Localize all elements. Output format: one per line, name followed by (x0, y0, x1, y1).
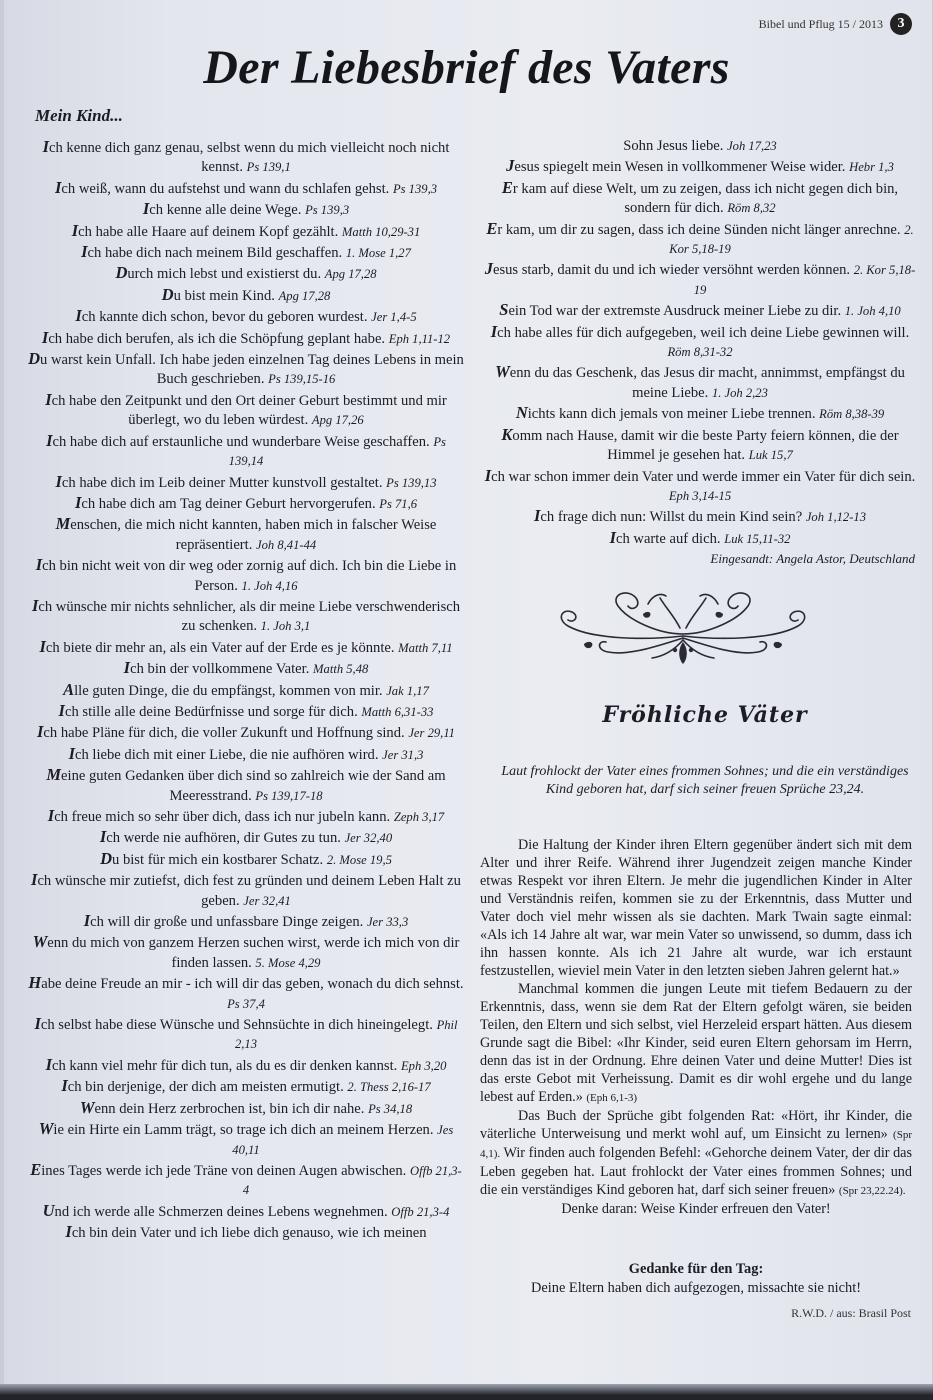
verse-initial: I (123, 658, 131, 678)
verse-line (28, 1055, 464, 1076)
bible-reference: Joh 8,41-44 (256, 537, 317, 552)
verse-line (28, 199, 464, 220)
verse-text: omm nach Hause, damit wir die beste Party feiern können, die der Himmel je gesehen hat. (512, 427, 899, 464)
verse-text: ch habe dich nach meinem Bild geschaffen. (87, 245, 343, 262)
bible-reference: 2. Kor 5,18-19 (669, 222, 914, 257)
verse-initial: J (484, 259, 493, 279)
verse-initial: S (499, 300, 509, 320)
verse-text: enschen, die mich nicht kannten, haben mich in falscher Weise repräsentiert. (70, 517, 437, 553)
verse-line (28, 1014, 464, 1055)
verse-text: ch habe den Zeitpunkt und den Ort deiner Geburt bestimmt und mir überlegt, wo du leben würdest. (51, 392, 447, 429)
bible-reference: Eph 3,20 (400, 1058, 447, 1073)
verse-initial: I (35, 555, 43, 575)
verse-line (480, 178, 920, 219)
thought-of-the-day (480, 1260, 912, 1298)
bible-reference: Ps 71,6 (379, 496, 418, 511)
verse-line (480, 219, 920, 260)
bible-reference: Jer 32,41 (243, 893, 291, 908)
page-header (759, 13, 912, 35)
verse-text: esus starb, damit du und ich wieder versöhnt werden können. (492, 262, 851, 279)
verse-text: ch frage dich nun: Willst du mein Kind sein? (540, 509, 803, 526)
verse-line (28, 658, 464, 679)
bible-reference: Luk 15,7 (748, 448, 793, 463)
verse-line (28, 1119, 464, 1160)
verse-text: ch bin nicht weit von dir weg oder zornig auf dich. Ich bin die Liebe in Person. (42, 558, 457, 594)
article-body (480, 836, 912, 1218)
verse-line (28, 242, 464, 263)
article-closing: Denke daran: Weise Kinder erfreuen den Vater! (561, 1201, 831, 1217)
verse-text: ch selbst habe diese Wünsche und Sehnsüchte in dich hineingelegt. (40, 1017, 433, 1034)
verse-initial: D (28, 349, 41, 369)
verse-text: enn du mich von ganzem Herzen suchen wirst, werde ich mich von dir finden lassen. (47, 935, 460, 971)
verse-line (28, 1160, 464, 1201)
verse-text: ch weiß, wann du aufstehst und wann du schlafen gehst. (61, 180, 390, 197)
bible-reference: Ps 139,3 (392, 181, 438, 196)
verse-text: ch war schon immer dein Vater und werde immer ein Vater für dich sein. (491, 468, 916, 485)
verse-text: urch mich lebst und existierst du. (127, 266, 322, 283)
verse-line (28, 932, 464, 973)
verse-text: Sohn Jesus liebe. (623, 138, 724, 154)
verse-initial: I (34, 1014, 41, 1034)
verse-text: r kam, um dir zu sagen, dass ich deine Sünden nicht länger anrechne. (497, 221, 901, 238)
verse-text: ein Tod war der extremste Ausdruck meiner Liebe zu dir. (508, 303, 842, 320)
bible-reference: Röm 8,32 (727, 201, 776, 216)
verse-initial: W (79, 1097, 95, 1117)
verse-initial: H (28, 973, 42, 993)
verse-line (28, 493, 464, 514)
verse-text: ch biete dir mehr an, als ein Vater auf der Erde es je könnte. (45, 639, 395, 656)
bible-reference: Luk 15,11-32 (724, 531, 791, 546)
verse-initial: I (55, 471, 62, 491)
thought-title: Gedanke für den Tag: (628, 1261, 764, 1277)
verse-text: ch bin derjenige, der dich am meisten ermutigt. (67, 1079, 344, 1096)
bible-reference: Ps 139,13 (386, 475, 437, 490)
floral-ornament (548, 584, 818, 676)
verse-text: ch habe alle Haare auf deinem Kopf gezählt. (78, 223, 339, 240)
bible-reference: Jer 33,3 (366, 915, 409, 930)
bible-reference: Jer 1,4-5 (371, 310, 417, 325)
verse-line (28, 870, 464, 911)
verse-initial: I (83, 911, 91, 931)
bible-reference: Jer 32,40 (344, 831, 393, 846)
verse-initial: M (46, 765, 62, 785)
verse-initial: I (46, 430, 53, 450)
verse-initial: I (37, 722, 44, 742)
verse-initial: I (68, 743, 75, 763)
verse-line (28, 701, 464, 722)
article-credit: R.W.D. / aus: Brasil Post (791, 1306, 911, 1320)
verse-text: ch kannte dich schon, bevor du geboren wurdest. (81, 309, 368, 326)
verse-initial: W (38, 1119, 54, 1139)
bible-reference: 2. Thess 2,16-17 (347, 1080, 431, 1095)
verse-text: ch wünsche mir nichts sehnlicher, als dir meine Liebe verschwenderisch zu schenken. (38, 598, 461, 635)
verse-line (28, 306, 464, 327)
verse-text: u bist mein Kind. (173, 287, 275, 304)
verse-line (28, 431, 464, 472)
verse-initial: I (490, 321, 498, 341)
verse-initial: I (484, 465, 492, 485)
bible-reference: Eph 1,11-12 (388, 331, 451, 346)
verse-initial: I (45, 1054, 52, 1074)
verse-line (28, 1222, 464, 1243)
bible-reference: 5. Mose 4,29 (255, 955, 321, 970)
verse-initial: I (65, 1222, 72, 1242)
verse-text: r kam auf diese Welt, um zu zeigen, dass ich nicht gegen dich bin, sondern für dich. (512, 180, 899, 217)
verse-text: ch habe Pläne für dich, die voller Zukunft und Hoffnung sind. (43, 725, 405, 742)
verse-line (28, 178, 464, 199)
bible-reference: Zeph 3,17 (393, 810, 445, 824)
verse-text: ch wünsche mir zutiefst, dich fest zu gründen und deinem Leben Halt zu geben. (37, 873, 461, 909)
page-number-badge: 3 (890, 13, 912, 35)
verse-text: enn dein Herz zerbrochen ist, bin ich dir nahe. (94, 1100, 365, 1117)
right-verses (480, 137, 920, 549)
thought-text: Deine Eltern haben dich aufgezogen, missachte sie nicht! (530, 1280, 862, 1296)
verse-text: ch habe dich auf erstaunliche und wunderbare Weise geschaffen. (52, 433, 430, 450)
bible-reference: Ps 139,17-18 (255, 788, 323, 803)
verse-text: ch werde nie aufhören, dir Gutes zu tun. (106, 830, 341, 847)
verse-text: lle guten Dinge, die du empfängst, kommen von mir. (74, 682, 383, 699)
verse-initial: I (75, 306, 82, 326)
verse-initial: I (609, 527, 616, 547)
verse-text: ch kann viel mehr für dich tun, als du es dir denken kannst. (51, 1057, 398, 1074)
bible-reference: Apg 17,28 (324, 267, 377, 282)
verse-text: ch liebe dich mit einer Liebe, die nie aufhören wird. (74, 746, 379, 763)
bible-reference: Apg 17,28 (278, 288, 331, 303)
verse-text: ch freue mich so sehr über dich, dass ich nur jubeln kann. (54, 809, 391, 825)
verse-initial: N (515, 403, 528, 423)
bible-reference: Offb 21,3-4 (391, 1204, 450, 1219)
salutation: Mein Kind... (35, 106, 123, 125)
bible-reference: Ps 34,18 (368, 1101, 413, 1116)
bible-reference: Matth 10,29-31 (341, 224, 421, 239)
verse-initial: I (31, 595, 39, 615)
page-bottom-edge (0, 1384, 933, 1400)
bible-reference: (Spr 4,1). (480, 1129, 912, 1160)
bible-reference: Ps 139,15-16 (268, 372, 336, 387)
verse-initial: I (99, 827, 107, 847)
verse-text: ch warte auf dich. (615, 530, 721, 547)
verse-text: ch kenne alle deine Wege. (149, 202, 302, 219)
verse-line (480, 300, 920, 321)
verse-text: ie ein Hirte ein Lamm trägt, so trage ich dich an meinem Herzen. (53, 1122, 434, 1139)
verse-text: ch bin der vollkommene Vater. (130, 661, 310, 678)
verse-text: ch habe dich berufen, als ich die Schöpfung geplant habe. (48, 330, 386, 347)
bible-reference: Matth 5,48 (313, 662, 369, 677)
verse-initial: I (54, 177, 62, 197)
verse-text: ch habe dich im Leib deiner Mutter kunstvoll gestaltet. (61, 474, 383, 491)
verse-line (28, 744, 464, 765)
paragraph-text: Manchmal kommen die jungen Leute mit tiefem Bedauern zu der Erkenntnis, dass, wenn sie dem Rat der Eltern gefolgt wären, sie beiden Teilen, den Eltern und sich selbst, viel Herzeleid erspart hätten. Aus diesem Grunde sagt die Bibel: «Ihr Kinder, seid euren Eltern gehorsam im Herrn, denn das ist in der Ordnung. Ehre deinen Vater und deine Mutter! Dies ist das erste Gebot mit Verheissung. Damit es dir wohl ergehe und du lange lebest auf Erden.» (480, 981, 912, 1105)
verse-text: ch habe alles für dich aufgegeben, weil ich deine Liebe gewinnen will. (497, 324, 910, 341)
verse-line (28, 637, 464, 658)
verse-initial: I (47, 806, 55, 825)
verse-line (28, 1076, 464, 1097)
verse-line (28, 680, 464, 701)
paragraph-text: Das Buch der Sprüche gibt folgenden Rat: «Hört, ihr Kinder, die väterliche Unterweisung und merkt wohl auf, um Einsicht zu lernen» (480, 1108, 912, 1142)
verse-text: enn du das Geschenk, das Jesus dir macht, annimmst, empfängst du meine Liebe. (509, 365, 905, 401)
verse-text: ch stille alle deine Bedürfnisse und sorge für dich. (64, 703, 358, 720)
verse-line (28, 911, 464, 932)
bible-reference: Offb 21,3-4 (242, 1163, 462, 1198)
verse-initial: A (63, 679, 75, 699)
verse-line (480, 137, 920, 156)
verse-line (28, 137, 464, 178)
verse-initial: D (115, 263, 128, 283)
verse-initial: E (486, 218, 498, 238)
verse-initial: I (74, 492, 82, 512)
verse-line (28, 472, 464, 493)
verse-line (28, 1098, 464, 1119)
letter-column-left (28, 137, 464, 1244)
verse-initial: I (31, 870, 38, 890)
verse-initial: D (100, 848, 113, 868)
verse-line (28, 285, 464, 306)
verse-initial: I (42, 137, 49, 156)
bible-reference: Jer 29,11 (408, 726, 455, 741)
bible-reference: Röm 8,31-32 (667, 345, 733, 360)
verse-initial: D (161, 284, 174, 304)
verse-text: ch bin dein Vater und ich liebe dich genauso, wie ich meinen (71, 1225, 427, 1242)
verse-line (480, 466, 920, 507)
verse-line (28, 349, 464, 390)
bible-reference: Matth 7,11 (398, 640, 453, 655)
verse-line (480, 403, 920, 424)
verse-line (480, 362, 920, 403)
verse-line (28, 1201, 464, 1222)
article-paragraph (480, 980, 912, 1107)
paragraph-text: Wir finden auch folgenden Befehl: «Gehorche deinem Vater, der dir das Leben gegeben hat. Laut frohlockt der Vater eines frommen Sohnes; und die ein verständiges Kind geboren hat, darf sich seiner freuen» (480, 1145, 912, 1198)
bible-reference: Joh 17,23 (727, 139, 777, 153)
verse-initial: I (142, 199, 150, 219)
verse-initial: M (55, 514, 71, 534)
verse-line (28, 596, 464, 637)
bible-reference: Ps 37,4 (227, 996, 265, 1011)
bible-reference: 1. Joh 3,1 (260, 619, 311, 634)
verse-text: u bist für mich ein kostbarer Schatz. (112, 851, 324, 868)
verse-line (28, 722, 464, 743)
bible-reference: Apg 17,26 (311, 413, 364, 428)
verse-line (28, 221, 464, 242)
verse-line (480, 425, 920, 466)
verse-initial: I (71, 220, 79, 240)
bible-reference: Joh 1,12-13 (805, 510, 867, 525)
verse-line (480, 322, 920, 363)
verse-text: nd ich werde alle Schmerzen deines Lebens wegnehmen. (54, 1203, 388, 1220)
bible-reference: 1. Joh 2,23 (711, 385, 768, 400)
bible-reference: 2. Mose 19,5 (326, 852, 392, 867)
bible-reference: Ps 139,1 (246, 160, 291, 175)
verse-initial: I (533, 506, 541, 526)
verse-line (480, 506, 920, 527)
verse-line (28, 806, 464, 827)
verse-text: eine guten Gedanken über dich sind so zahlreich wie der Sand am Meeresstrand. (61, 768, 446, 804)
letter-signature: Eingesandt: Angela Astor, Deutschland (710, 551, 915, 567)
bible-reference: Jer 31,3 (382, 747, 424, 762)
verse-initial: I (81, 242, 88, 262)
bible-reference: Ps 139,14 (228, 434, 446, 469)
verse-text: abe deine Freude an mir - ich will dir das geben, wonach du dich sehnst. (41, 976, 464, 993)
verse-line (480, 528, 920, 549)
verse-initial: W (32, 932, 48, 952)
bible-reference: (Spr 23,22.24). (838, 1185, 906, 1197)
verse-initial: I (45, 389, 52, 409)
article-paragraph: Die Haltung der Kinder ihren Eltern gegenüber ändert sich mit dem Alter und ihrer Reife. Während ihrer Jugendzeit zeigen manche Kinder etwas Respekt vor ihren Eltern. Je mehr die jugendlichen Kinder in Alter und Verständnis reifen, kommen sie zu der Erkenntnis, dass Mutter und Vater doch viel mehr wissen als sie dachten. Mark Twain sagte einmal: «Als ich 14 Jahre alt war, war mein Vater so unwissend, so dumm, dass ich ihn hassen konnte. Als ich 21 Jahre alt wurde, war ich erstaunt festzustellen, wieviel mein Vater in den letzten sieben Jahren gelernt hat.» (480, 837, 912, 979)
verse-initial: I (39, 636, 46, 656)
bible-reference: Matth 6,31-33 (361, 704, 434, 719)
publication-info: Bibel und Pflug 15 / 2013 (758, 16, 883, 31)
verse-text: esus spiegelt mein Wesen in vollkommener Weise wider. (514, 159, 846, 176)
verse-text: ch kenne dich ganz genau, selbst wenn du mich vielleicht noch nicht kennst. (49, 140, 450, 176)
verse-line (28, 514, 464, 555)
verse-line (28, 827, 464, 848)
bible-reference: Ps 139,3 (305, 203, 350, 218)
verse-initial: W (495, 362, 510, 382)
verse-initial: I (61, 1076, 68, 1096)
verse-line (28, 973, 464, 1014)
bible-reference: Jes 40,11 (232, 1123, 454, 1157)
verse-initial: E (30, 1159, 42, 1179)
bible-reference: Röm 8,38-39 (819, 407, 885, 422)
verse-text: ines Tages werde ich jede Träne von deinen Augen abwischen. (41, 1162, 407, 1179)
verse-line (480, 156, 920, 177)
verse-text: ichts kann dich jemals von meiner Liebe trennen. (527, 406, 816, 423)
bible-reference: Phil 2,13 (234, 1018, 458, 1052)
verse-line (480, 259, 920, 300)
bible-reference: (Eph 6,1-3) (586, 1092, 638, 1104)
verse-line (28, 328, 464, 349)
verse-initial: K (501, 424, 513, 444)
letter-column-right (480, 137, 920, 568)
bible-reference: Hebr 1,3 (849, 160, 894, 175)
verse-line (28, 390, 464, 431)
verse-initial: I (41, 327, 49, 347)
article-epigraph: Laut frohlockt der Vater eines frommen Sohnes; und die ein verständiges Kind geboren hat, darf sich seiner freuen Sprüche 23,24. (501, 764, 909, 797)
verse-initial: E (501, 177, 513, 197)
verse-initial: J (506, 156, 515, 176)
verse-line (28, 263, 464, 284)
verse-text: ch will dir große und unfassbare Dinge zeigen. (90, 914, 364, 931)
verse-initial: I (58, 700, 65, 720)
verse-text: ch habe dich am Tag deiner Geburt hervorgerufen. (81, 495, 376, 512)
page-title: Der Liebesbrief des Vaters (203, 41, 730, 94)
bible-reference: Eph 3,14-15 (668, 488, 732, 503)
bible-reference: 2. Kor 5,18-19 (693, 263, 916, 297)
verse-initial: U (42, 1200, 55, 1220)
bible-reference: 1. Joh 4,16 (241, 578, 298, 593)
verse-line (28, 765, 464, 806)
verse-text: u warst kein Unfall. Ich habe jeden einzelnen Tag deines Lebens in mein Buch geschrieben. (40, 352, 464, 388)
article-title: Fröhliche Väter (602, 702, 808, 728)
bible-reference: 1. Mose 1,27 (345, 246, 411, 261)
article-paragraph (480, 1107, 912, 1200)
bible-reference: 1. Joh 4,10 (844, 304, 901, 319)
bible-reference: Jak 1,17 (386, 683, 429, 698)
verse-line (28, 849, 464, 870)
verse-line (28, 555, 464, 596)
